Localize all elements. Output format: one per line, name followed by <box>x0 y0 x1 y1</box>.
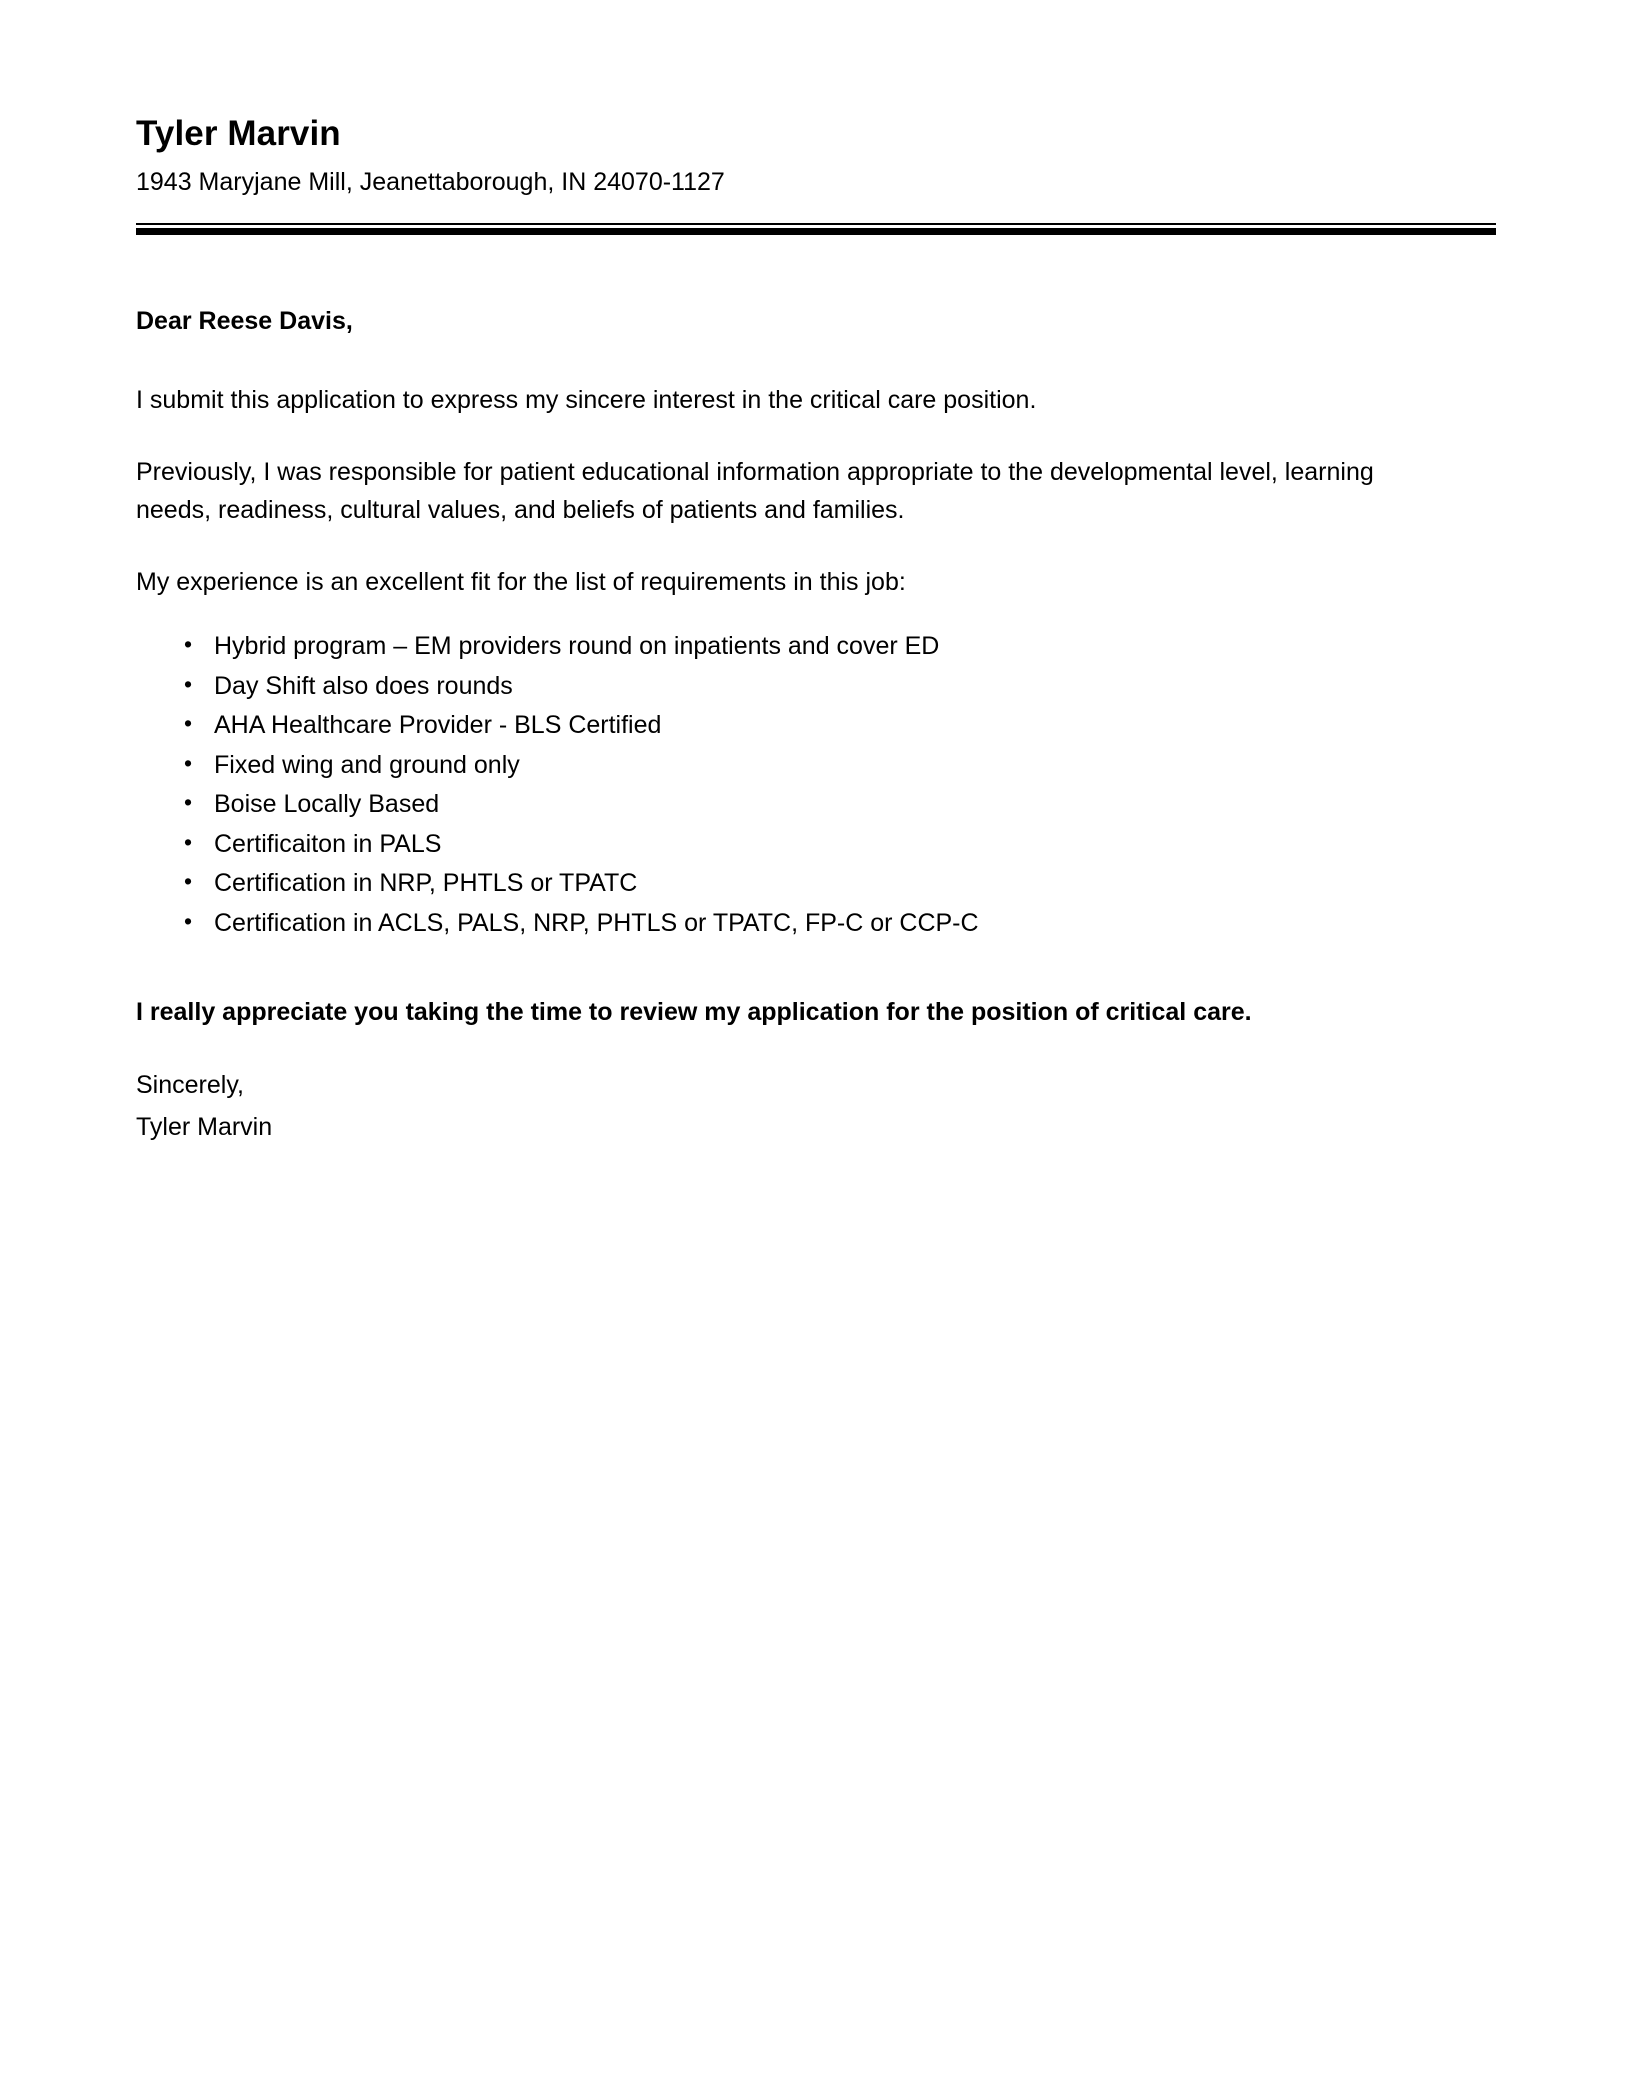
paragraph-experience: Previously, I was responsible for patient educational information appropriate to the developmental level, learning needs, readiness, cultural values, and beliefs of patients and families. <box>136 458 1374 525</box>
letterhead <box>136 96 1496 235</box>
list-item-label: Boise Locally Based <box>214 790 440 819</box>
bullet-icon: • <box>184 631 193 658</box>
bullet-icon: • <box>184 670 193 697</box>
bullet-icon: • <box>184 710 193 737</box>
closing-statement: I really appreciate you taking the time to review my application for the position of critical care. <box>136 998 1252 1027</box>
bullet-icon: • <box>184 789 193 816</box>
bullet-icon: • <box>184 828 193 855</box>
header-divider-thick-bar <box>136 228 1496 235</box>
sender-address: 1943 Maryjane Mill, Jeanettaborough, IN 24070-1127 <box>136 167 725 196</box>
list-item <box>184 868 1496 899</box>
list-item-label: Certification in NRP, PHTLS or TPATC <box>214 869 638 898</box>
sender-name: Tyler Marvin <box>136 114 341 153</box>
list-item <box>184 631 1496 662</box>
bullet-icon: • <box>184 907 193 934</box>
list-item-label: AHA Healthcare Provider - BLS Certified <box>214 711 662 740</box>
list-item <box>184 710 1496 741</box>
letter-body <box>136 303 1496 1147</box>
paragraph-intro: I submit this application to express my sincere interest in the critical care position. <box>136 386 1037 415</box>
list-item <box>184 908 1496 939</box>
salutation: Dear Reese Davis, <box>136 306 353 335</box>
list-item <box>184 750 1496 781</box>
list-item-label: Certificaiton in PALS <box>214 829 442 858</box>
list-item <box>184 671 1496 702</box>
list-item-label: Hybrid program – EM providers round on inpatients and cover ED <box>214 632 940 661</box>
signoff-closing: Sincerely, <box>136 1071 244 1100</box>
list-item-label: Certification in ACLS, PALS, NRP, PHTLS or TPATC, FP-C or CCP-C <box>214 908 979 937</box>
requirements-list <box>136 631 1496 938</box>
list-item <box>184 789 1496 820</box>
bullet-icon: • <box>184 868 193 895</box>
bullet-icon: • <box>184 749 193 776</box>
list-item-label: Fixed wing and ground only <box>214 750 520 779</box>
header-divider <box>136 223 1496 235</box>
signature-block <box>136 1066 1496 1146</box>
paragraph-requirements-lead-in: My experience is an excellent fit for the list of requirements in this job: <box>136 568 906 597</box>
list-item-label: Day Shift also does rounds <box>214 671 513 700</box>
signoff-name: Tyler Marvin <box>136 1113 273 1142</box>
list-item <box>184 829 1496 860</box>
